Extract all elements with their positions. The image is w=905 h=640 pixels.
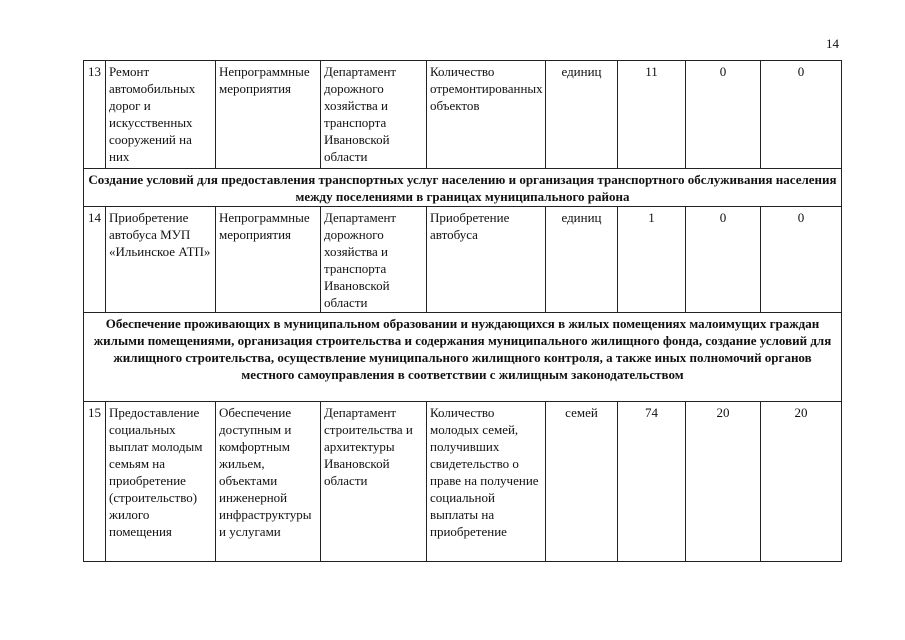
activity-name: Ремонт автомобильных дорог и искусственных сооружений на них	[106, 61, 216, 169]
table-row	[84, 207, 842, 313]
section-heading-transport: Создание условий для предоставления транспортных услуг населению и организация транспортного обслуживания населения между поселениями в границах муниципального района	[84, 169, 842, 207]
activity-name: Предоставление социальных выплат молодым семьям на приобретение (строительство) жилого помещения	[106, 402, 216, 562]
table-row	[84, 61, 842, 169]
indicator: Приобретение автобуса	[427, 207, 546, 313]
page-number: 14	[826, 36, 839, 51]
program-name: Непрограммные мероприятия	[216, 61, 321, 169]
row-number: 13	[84, 61, 106, 169]
unit: единиц	[546, 61, 618, 169]
value-1: 11	[618, 61, 686, 169]
executor: Департамент дорожного хозяйства и транспорта Ивановской области	[321, 207, 427, 313]
program-name: Непрограммные мероприятия	[216, 207, 321, 313]
program-name: Обеспечение доступным и комфортным жильем, объектами инженерной инфраструктуры и услугами	[216, 402, 321, 562]
value-3: 0	[761, 207, 842, 313]
value-2: 20	[686, 402, 761, 562]
value-1: 74	[618, 402, 686, 562]
unit: единиц	[546, 207, 618, 313]
value-3: 0	[761, 61, 842, 169]
value-3: 20	[761, 402, 842, 562]
program-table	[83, 60, 842, 562]
value-2: 0	[686, 207, 761, 313]
executor: Департамент дорожного хозяйства и транспорта Ивановской области	[321, 61, 427, 169]
table-row	[84, 402, 842, 562]
value-2: 0	[686, 61, 761, 169]
row-number: 14	[84, 207, 106, 313]
executor: Департамент строительства и архитектуры Ивановской области	[321, 402, 427, 562]
section-row	[84, 169, 842, 207]
section-row	[84, 313, 842, 402]
indicator: Количество отремонтированных объектов	[427, 61, 546, 169]
indicator: Количество молодых семей, получивших свидетельство о праве на получение социальной выплаты на приобретение	[427, 402, 546, 562]
value-1: 1	[618, 207, 686, 313]
activity-name: Приобретение автобуса МУП «Ильинское АТП»	[106, 207, 216, 313]
row-number: 15	[84, 402, 106, 562]
section-heading-housing: Обеспечение проживающих в муниципальном образовании и нуждающихся в жилых помещениях малоимущих граждан жилыми помещениями, организация строительства и содержания муниципального жилищного фонда, создание условий для жилищного строительства, осуществление муниципального жилищного контроля, а также иных полномочий органов местного самоуправления в соответствии с жилищным законодательством	[84, 313, 842, 402]
unit: семей	[546, 402, 618, 562]
